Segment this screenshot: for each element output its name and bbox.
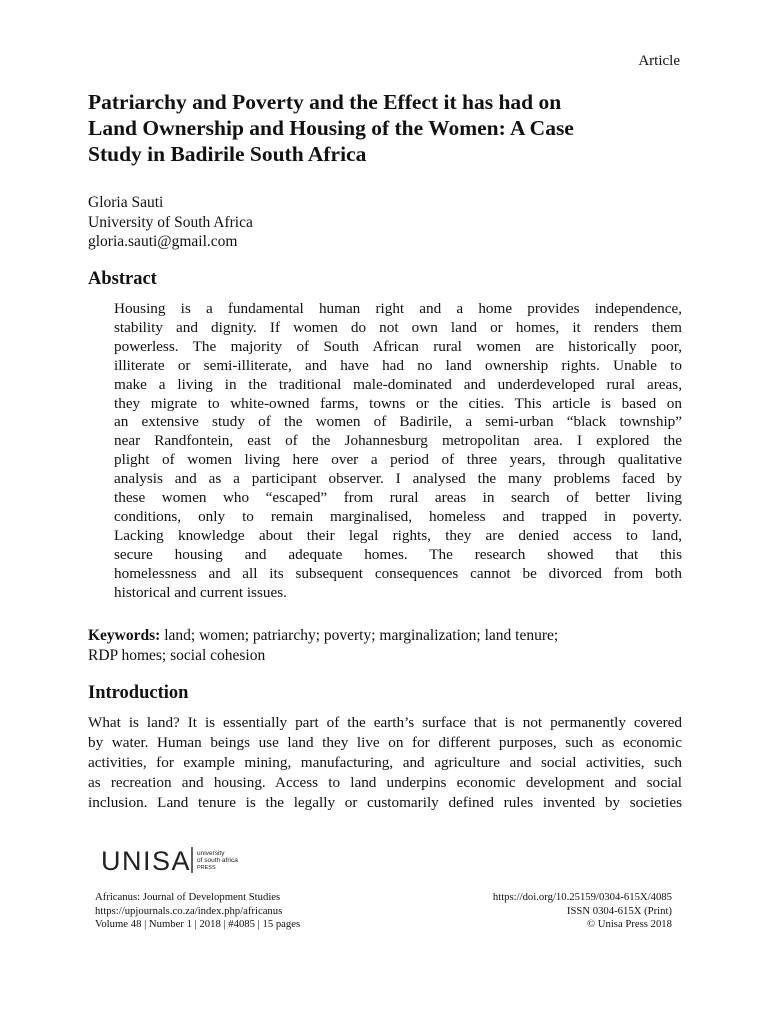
keywords-line: RDP homes; social cohesion — [88, 647, 266, 664]
logo-wordmark: UNISA — [101, 846, 192, 876]
copyright: © Unisa Press 2018 — [586, 918, 672, 930]
footer-citation — [95, 891, 300, 932]
title-line: Land Ownership and Housing of the Women: A Case — [88, 116, 574, 140]
intro-line: activities, for example mining, manufacturing, and agriculture and social activities, such — [88, 754, 682, 771]
article-title — [88, 89, 688, 167]
abstract-line: Lacking knowledge about their legal rights, they are denied access to land, — [114, 526, 682, 544]
intro-line: as recreation and housing. Access to land underpins economic development and social — [88, 774, 682, 791]
abstract-line: make a living in the traditional male-dominated and underdeveloped rural areas, — [114, 375, 682, 393]
keywords-block — [88, 626, 688, 666]
keywords-line — [88, 626, 688, 646]
abstract-line: they migrate to white-owned farms, towns or the cities. This article is based on — [114, 394, 682, 412]
abstract-heading: Abstract — [88, 269, 157, 289]
abstract-body — [114, 300, 682, 603]
intro-line: What is land? It is essentially part of the earth’s surface that is not permanently covered — [88, 714, 682, 731]
intro-line: inclusion. Land tenure is the legally or customarily defined rules invented by societies — [88, 794, 682, 811]
abstract-line: secure housing and adequate homes. The research showed that this — [114, 545, 682, 563]
abstract-line: stability and dignity. If women do not own land or homes, it renders them — [114, 318, 682, 336]
unisa-press-logo — [101, 843, 251, 877]
abstract-line: near Randfontein, east of the Johannesburg metropolitan area. I explored the — [114, 432, 682, 450]
author-email[interactable]: gloria.sauti@gmail.com — [88, 233, 238, 250]
abstract-line: historical and current issues. — [114, 583, 287, 601]
author-block — [88, 193, 253, 252]
keywords-label: Keywords: — [88, 627, 161, 644]
abstract-line: powerless. The majority of South African rural women are historically poor, — [114, 337, 682, 355]
keywords-list: land; women; patriarchy; poverty; marginalization; land tenure; — [164, 627, 559, 644]
author-affiliation: University of South Africa — [88, 213, 253, 231]
abstract-line: plight of women living here over a period of three years, through qualitative — [114, 451, 682, 469]
journal-url[interactable]: https://upjournals.co.za/index.php/africanus — [95, 904, 283, 917]
abstract-line: an extensive study of the women of Badirile, a semi-urban “black township” — [114, 413, 682, 431]
title-line: Patriarchy and Poverty and the Effect it has had on — [88, 90, 562, 114]
abstract-line: these women who “escaped” from rural areas in search of better living — [114, 489, 682, 507]
intro-line: by water. Human beings use land they live on for different purposes, such as economic — [88, 734, 682, 751]
logo-tagline: university — [197, 850, 225, 857]
author-name: Gloria Sauti — [88, 194, 164, 211]
introduction-body — [88, 713, 682, 813]
logo-tagline: PRESS — [197, 865, 216, 871]
abstract-line: homelessness and all its subsequent consequences cannot be divorced from both — [114, 564, 682, 582]
doi-link[interactable]: https://doi.org/10.25159/0304-615X/4085 — [492, 891, 672, 903]
journal-name: Africanus: Journal of Development Studies — [95, 891, 281, 903]
abstract-line: conditions, only to remain marginalised, homeless and trapped in poverty. — [114, 507, 682, 525]
abstract-line: illiterate or semi-illiterate, and have had no land ownership rights. Unable to — [114, 356, 682, 374]
introduction-heading: Introduction — [88, 683, 189, 703]
article-type-label: Article — [638, 53, 680, 69]
volume-info: Volume 48 | Number 1 | 2018 | #4085 | 15 pages — [95, 918, 301, 930]
title-line: Study in Badirile South Africa — [88, 142, 367, 166]
abstract-line: Housing is a fundamental human right and a home provides independence, — [114, 300, 682, 317]
abstract-line: analysis and as a participant observer. I analysed the many problems faced by — [114, 470, 682, 488]
issn: ISSN 0304-615X (Print) — [566, 904, 672, 917]
footer-identifiers — [493, 891, 672, 932]
logo-tagline: of south africa — [197, 857, 238, 864]
